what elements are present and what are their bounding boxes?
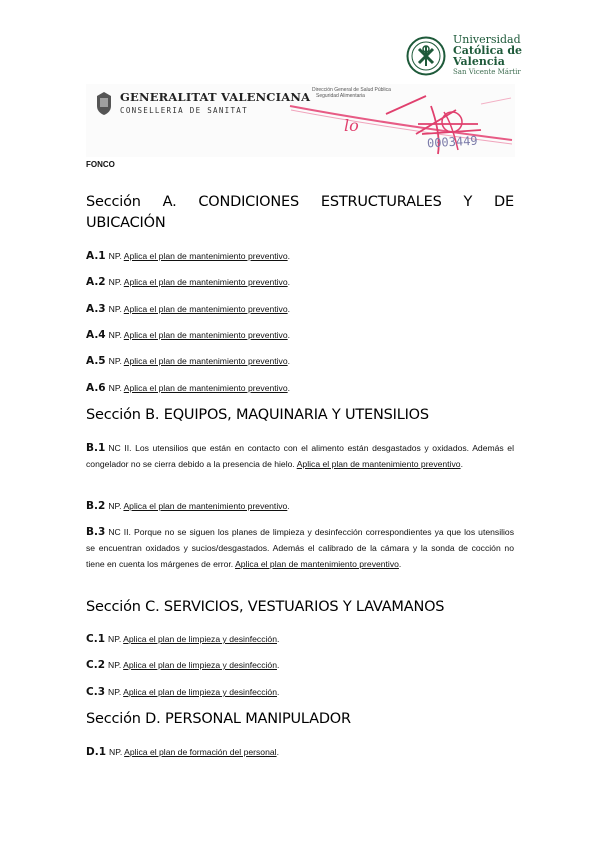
plan-link[interactable]: Aplica el plan de mantenimiento preventivo — [235, 559, 399, 569]
item-code: A.2 — [86, 276, 106, 288]
section-a-title — [86, 194, 514, 231]
section-a-word: Sección — [86, 194, 141, 210]
item-d1: D.1 NP. Aplica el plan de formación del personal. — [86, 746, 279, 758]
plan-link[interactable]: Aplica el plan de mantenimiento preventivo — [296, 459, 461, 469]
university-name-line4: San Vicente Mártir — [453, 68, 521, 76]
item-status: NP. — [108, 251, 122, 261]
item-a5: A.5 NP. Aplica el plan de mantenimiento preventivo. — [86, 355, 291, 367]
item-a6: A.6 NP. Aplica el plan de mantenimiento preventivo. — [86, 382, 291, 394]
item-code: D.1 — [86, 746, 107, 758]
item-status: NP. — [108, 634, 122, 644]
section-a-word: Y — [463, 194, 473, 210]
item-a4: A.4 NP. Aplica el plan de mantenimiento preventivo. — [86, 329, 291, 341]
item-code: B.1 — [86, 442, 106, 454]
item-status: NP. — [108, 383, 122, 393]
plan-link[interactable]: Aplica el plan de formación del personal — [124, 747, 277, 757]
university-logo — [406, 34, 586, 78]
item-b1: B.1 NC II. Los utensilios que están en contacto con el alimento están desgastados y oxidados. Además el congelador no se cierra debido a la presencia de hielo. Aplica el plan de mantenimiento preventivo. — [86, 442, 514, 469]
item-code: A.5 — [86, 355, 106, 367]
plan-link[interactable]: Aplica el plan de limpieza y desinfección — [123, 660, 277, 670]
item-c2: C.2 NP. Aplica el plan de limpieza y desinfección. — [86, 659, 280, 671]
registration-number: 0003449 — [426, 133, 478, 151]
section-d-title: Sección D. PERSONAL MANIPULADOR — [86, 711, 351, 727]
university-name-line2: Católica de — [453, 44, 523, 57]
item-status: NP. — [109, 747, 123, 757]
item-text: NC II. Porque no se siguen los planes de limpieza y desinfección correspondientes ya que los utensilios se encuentran oxidados y sucios/desgastados. Además el calibrado de la cámara y la sonda de cocción no tiene en cuenta los márgenes de error. — [86, 527, 514, 569]
header-stamp — [86, 84, 515, 157]
item-code: A.1 — [86, 250, 106, 262]
item-code: A.6 — [86, 382, 106, 394]
item-a2: A.2 NP. Aplica el plan de mantenimiento preventivo. — [86, 276, 291, 288]
section-a-word: ESTRUCTURALES — [320, 194, 442, 210]
item-code: C.3 — [86, 686, 106, 698]
item-b2: B.2 NP. Aplica el plan de mantenimiento preventivo. — [86, 500, 290, 512]
item-status: NP. — [108, 501, 122, 511]
generalitat-title: GENERALITAT VALENCIANA — [120, 90, 311, 104]
section-c-title: Sección C. SERVICIOS, VESTUARIOS Y LAVAMANOS — [86, 599, 445, 615]
item-status: NP. — [108, 356, 122, 366]
item-b3: B.3 NC II. Porque no se siguen los planes de limpieza y desinfección correspondientes ya que los utensilios se encuentran oxidados y sucios/desgastados. Además el calibrado de la cámara y la sonda de cocción no tiene en cuenta los márgenes de error. Aplica el plan de mantenimiento preventivo. — [86, 526, 514, 569]
section-a-title-line2: UBICACIÓN — [86, 215, 166, 231]
item-code: B.2 — [86, 500, 106, 512]
stamp-line-1: Dirección General de Salud Pública — [312, 87, 391, 93]
plan-link[interactable]: Aplica el plan de mantenimiento preventivo — [123, 501, 288, 511]
plan-link[interactable]: Aplica el plan de limpieza y desinfección — [123, 634, 277, 644]
plan-link[interactable]: Aplica el plan de mantenimiento preventivo — [123, 304, 288, 314]
university-name-line3: Valencia — [453, 55, 505, 68]
document-label: FONCO — [86, 160, 115, 169]
plan-link[interactable]: Aplica el plan de mantenimiento preventivo — [123, 383, 288, 393]
plan-link[interactable]: Aplica el plan de mantenimiento preventivo — [123, 356, 288, 366]
plan-link[interactable]: Aplica el plan de mantenimiento preventivo — [123, 330, 288, 340]
stamp-handwriting: lo — [344, 116, 359, 135]
item-c1: C.1 NP. Aplica el plan de limpieza y desinfección. — [86, 633, 280, 645]
item-status: NP. — [108, 660, 122, 670]
section-b-title: Sección B. EQUIPOS, MAQUINARIA Y UTENSILIOS — [86, 407, 429, 423]
item-status: NP. — [108, 687, 122, 697]
item-c3: C.3 NP. Aplica el plan de limpieza y desinfección. — [86, 686, 280, 698]
section-a-word: CONDICIONES — [198, 194, 300, 210]
item-a1: A.1 NP. Aplica el plan de mantenimiento preventivo. — [86, 250, 291, 262]
generalitat-subtitle: CONSELLERIA DE SANITAT — [120, 106, 248, 115]
item-code: B.3 — [86, 526, 106, 538]
item-text: NC II. Los utensilios que están en contacto con el alimento están desgastados y oxidados. Además el congelador no se cierra debido a la presencia de hielo. — [86, 443, 514, 469]
item-status: NP. — [108, 330, 122, 340]
plan-link[interactable]: Aplica el plan de mantenimiento preventivo — [123, 277, 288, 287]
item-code: A.4 — [86, 329, 106, 341]
item-a3: A.3 NP. Aplica el plan de mantenimiento preventivo. — [86, 303, 291, 315]
item-code: C.1 — [86, 633, 106, 645]
item-code: C.2 — [86, 659, 106, 671]
item-status: NP. — [108, 277, 122, 287]
section-a-word: DE — [494, 194, 514, 210]
university-name-line1: Universidad — [453, 33, 521, 46]
university-seal-icon — [406, 36, 446, 76]
stamp-line-2: Seguridad Alimentaria — [316, 93, 365, 99]
item-status: NP. — [108, 304, 122, 314]
plan-link[interactable]: Aplica el plan de limpieza y desinfección — [123, 687, 277, 697]
item-code: A.3 — [86, 303, 106, 315]
plan-link[interactable]: Aplica el plan de mantenimiento preventivo — [123, 251, 288, 261]
section-a-word: A. — [162, 194, 177, 210]
